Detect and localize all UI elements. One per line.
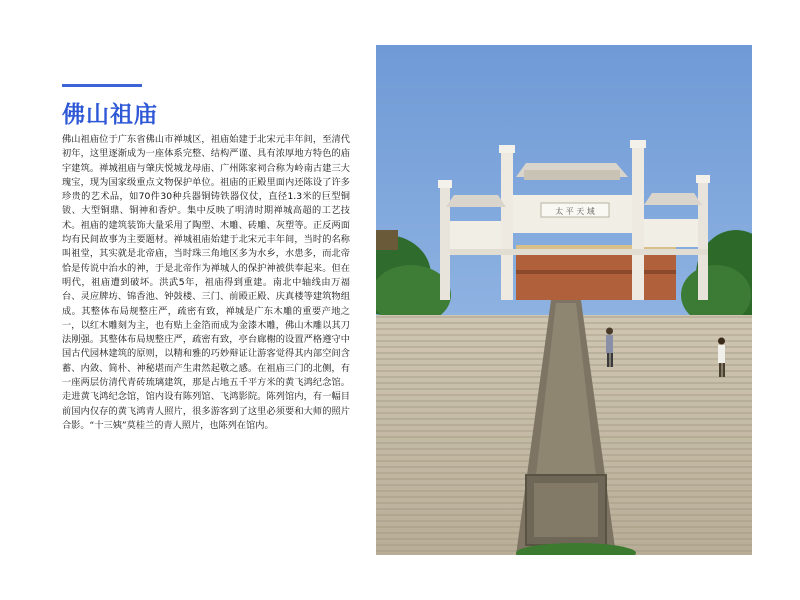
title-accent-bar bbox=[62, 84, 142, 87]
arch-plaque: 太 平 天 域 bbox=[555, 207, 595, 216]
article-body: 佛山祖庙位于广东省佛山市禅城区，祖庙始建于北宋元丰年间，至清代初年，这里逐渐成为一座体系完整、结构严谨、具有浓厚地方特色的庙宇建筑。禅城祖庙与肇庆悦城龙母庙、广州陈家祠合称为岭南古建三大瑰宝，现为国家级重点文物保护单位。祖庙的正殿里面内还陈设了许多珍贵的艺术品，如70件30种兵器铜铸铁器仪仗，直径1.3米的巨型铜钹、大型铜鼎、铜神和香炉。集中反映了明清时期禅城高超的工艺技术。祖庙的建筑装饰大量采用了陶塑、木雕、砖雕、灰塑等。正反两面均有民间故事为主要题材。禅城祖庙始建于北宋元丰年间，当时的名称叫祖堂，其实就是北帝庙，当时珠三角地区多为水乡，水患多，而北帝恰是传说中治水的神，于是北帝作为禅城人的保护神被供奉起来。但在明代，祖庙遭到破坏。洪武5年，祖庙得到重建。南北中轴线由万福台、灵应牌坊、锦香池、钟鼓楼、三门、前殿正殿、庆真楼等建筑物组成。其整体布局规整庄严，疏密有致，禅城是广东木雕的重要产地之一，以红木雕刻为主，也有贴上金箔而成为金漆木雕，佛山木雕以其刀法刚强。其整体布局规整庄严，疏密有致，亭台廊榭的设置严格遵守中国古代园林建筑的原则，以精和雅的巧妙辩证让游客觉得其内部空间含蓄、内敛、简朴、神秘堪而产生肃然起敬之感。在祖庙三门的北侧，有一座两层仿清代青砖琉璃建筑，那是占地五千平方米的黄飞鸿纪念馆。走进黄飞鸿纪念馆，馆内设有陈列馆、飞鸿影院。陈列馆内，有一幅目前国内仅存的黄飞鸿青人照片，很多游客到了这里必须要和大师的照片合影。“十三姨”莫桂兰的青人照片，也陈列在馆内。 bbox=[62, 134, 350, 431]
page-title: 佛山祖庙 bbox=[62, 102, 158, 128]
ancestral-temple-photo bbox=[376, 45, 752, 555]
